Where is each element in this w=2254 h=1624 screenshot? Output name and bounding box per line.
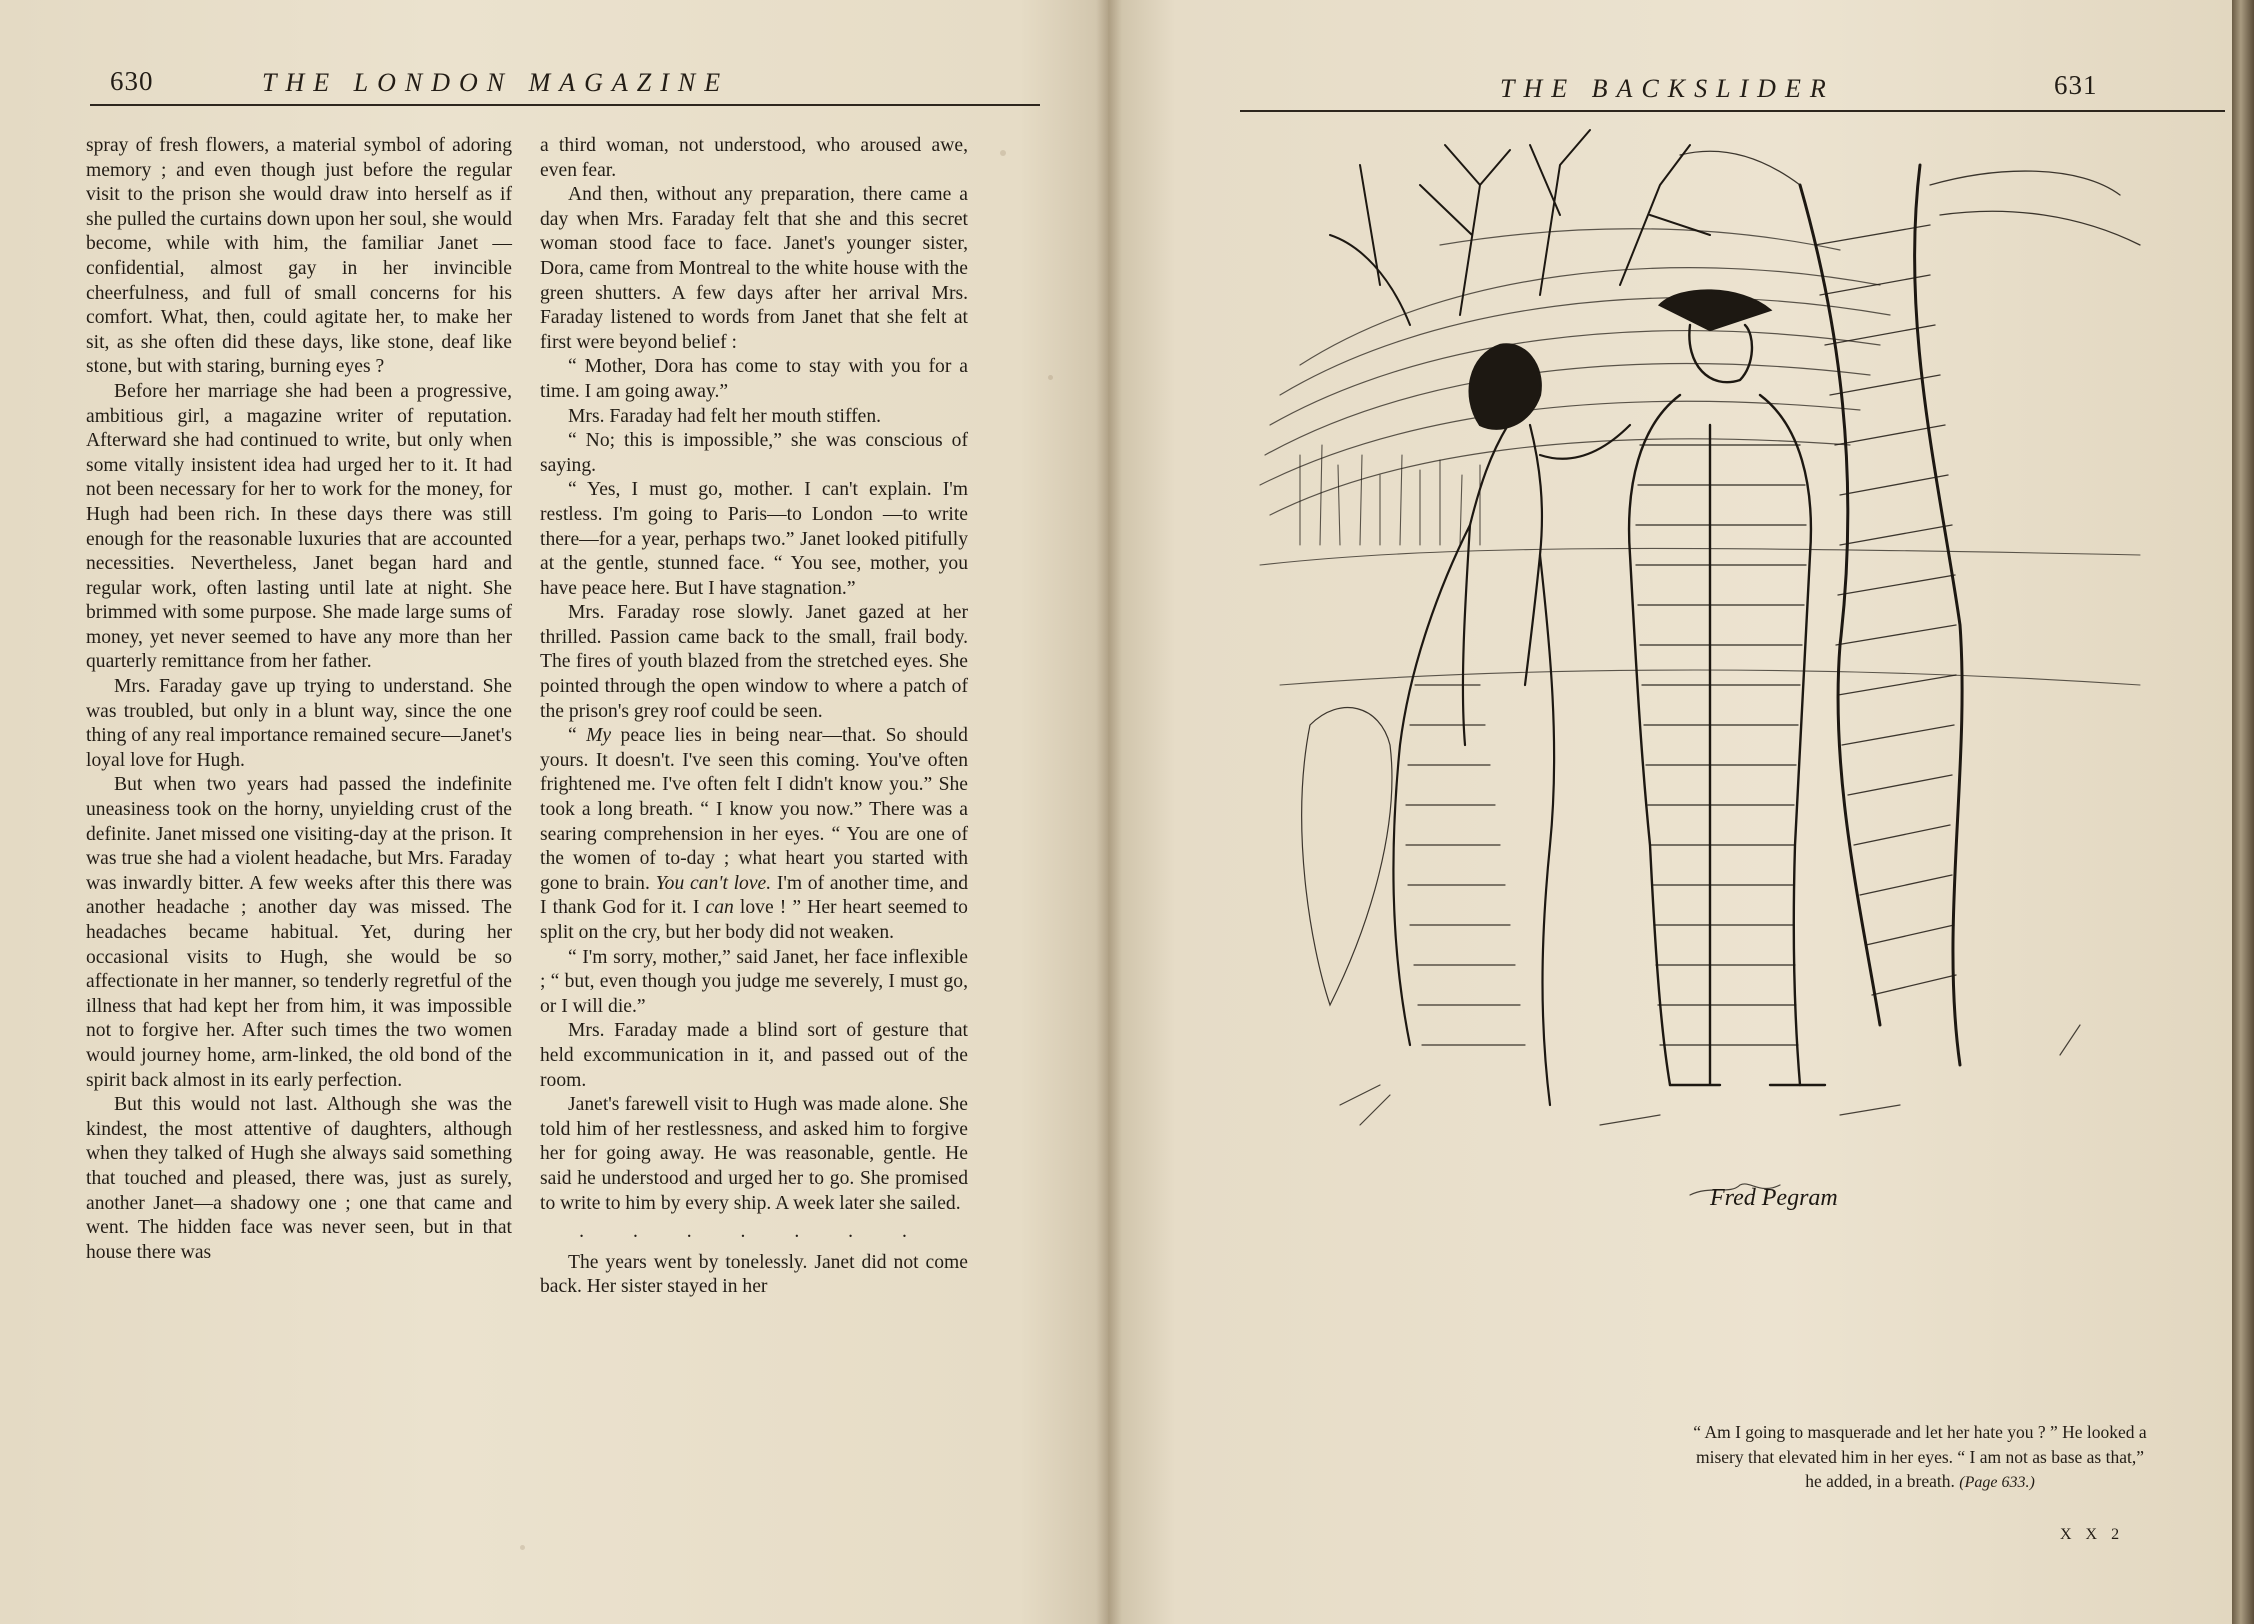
header-rule-left — [90, 104, 1040, 106]
paragraph: Mrs. Faraday made a blind sort of gesture that held excommunication in it, and passed out of the room. — [540, 1020, 968, 1091]
caption-page-reference: (Page 633.) — [1959, 1474, 2035, 1491]
caption-text: “ Am I going to masquerade and let her hate you ? ” He looked a misery that elevated him in her eyes. “ I am not as base as that,” he added, in a breath. — [1693, 1422, 2147, 1491]
page-number-left: 630 — [110, 66, 154, 96]
paragraph: “ No; this is impossible,” she was conscious of saying. — [540, 430, 968, 476]
paragraph: spray of fresh flowers, a material symbol of adoring memory ; and even though just before the regular visit to the prison she would draw into herself as if she pulled the curtains down upon her soul, she would become, while with him, the familiar Janet —confidential, almost gay in her invincible cheerfulness, and full of small concerns for his comfort. What, then, could agitate her, to make her sit, as she often did these days, like stone, deaf like stone, but with staring, burning eyes ? — [86, 135, 512, 378]
header-rule-right — [1240, 110, 2225, 112]
paragraph: But this would not last. Although she was the kindest, the most attentive of daughters, although when they talked of Hugh she always said something that touched and pleased, there was, just as surely, another Janet—a shadowy one ; one that came and went. The hidden face was never seen, but in that house there was — [86, 1094, 512, 1263]
running-head-right: THE BACKSLIDER — [1500, 74, 1835, 103]
paragraph: “ My peace lies in being near—that. So should yours. It doesn't. I've seen this coming. You've often frightened me. I've often felt I didn't know you.” She took a long breath. “ I know you now.” There was a searing comprehension in her eyes. “ You are one of the women of to-day ; what heart you started with gone to brain. You can't love. I'm of another time, and I thank God for it. I can love ! ” Her heart seemed to split on the cry, but her body did not weaken. — [540, 725, 968, 943]
page-edge — [2232, 0, 2254, 1624]
paragraph: Mrs. Faraday had felt her mouth stiffen. — [568, 405, 882, 427]
paragraph: Before her marriage she had been a progressive, ambitious girl, a magazine writer of reputation. Afterward she had continued to write, but only when some vitally insistent idea had urged her to it. It had not been necessary for her to work for the money, for Hugh had been rich. In these days there was still enough for the reasonable luxuries that are accounted necessities. Nevertheless, Janet began hard and regular work, often lasting until late at night. She brimmed with some purpose. She made large sums of money, yet never seemed to have any more than her quarterly remittance from her father. — [86, 380, 512, 673]
left-column-2 — [540, 134, 968, 1300]
printer-signature-mark: X X 2 — [2060, 1526, 2125, 1543]
paragraph: And then, without any preparation, there came a day when Mrs. Faraday felt that she and this secret woman stood face to face. Janet's younger sister, Dora, came from Montreal to the white house with the green shutters. A few days after her arrival Mrs. Faraday listened to words from Janet that she felt at first were beyond belief : — [540, 184, 968, 353]
paragraph: Mrs. Faraday gave up trying to understand. She was troubled, but only in a blunt way, since the one thing of any real importance remained secure—Janet's loyal love for Hugh. — [86, 676, 512, 771]
paragraph: a third woman, not understood, who aroused awe, even fear. — [540, 135, 968, 181]
illustration-caption — [1690, 1420, 2150, 1496]
section-break: . . . . . . . — [579, 1221, 929, 1243]
paper-spot — [1000, 150, 1006, 156]
paragraph: “ Yes, I must go, mother. I can't explain. I'm restless. I'm going to Paris—to London —to write there—for a year, perhaps two.” Janet looked pitifully at the gentle, stunned face. “ You see, mother, you have peace here. But I have stagnation.” — [540, 479, 968, 599]
paper-spot — [520, 1545, 525, 1550]
pen-illustration-couple-under-tree — [1240, 125, 2150, 1345]
book-gutter — [1096, 0, 1122, 1624]
paper-spot — [1048, 375, 1053, 380]
paragraph: Janet's farewell visit to Hugh was made alone. She told him of her restlessness, and asked him to forgive her for going away. He was reasonable, gentle. He said he understood and urged her to go. She promised to write to him by every ship. A week later she sailed. — [540, 1094, 968, 1214]
page-number-right: 631 — [2054, 70, 2098, 100]
paragraph: But when two years had passed the indefinite uneasiness took on the horny, unyielding crust of the definite. Janet missed one visiting-day at the prison. It was true she had a violent headache, but Mrs. Faraday was inwardly bitter. A few weeks after this there was another headache ; another day was missed. The headaches became habitual. Yet, during her occasional visits to Hugh, she would be so affectionate in her manner, so tenderly regretful of the illness that had kept her from him, it was impossible not to forgive her. After such times the two women would journey home, arm-linked, the old bond of the spirit back almost in its early perfection. — [86, 774, 512, 1091]
running-head-left: THE LONDON MAGAZINE — [262, 68, 730, 97]
paragraph: The years went by tonelessly. Janet did not come back. Her sister stayed in her — [540, 1251, 968, 1298]
paragraph: “ Mother, Dora has come to stay with you for a time. I am going away.” — [540, 356, 968, 402]
left-column-1 — [86, 134, 512, 1265]
paragraph: Mrs. Faraday rose slowly. Janet gazed at her thrilled. Passion came back to the small, frail body. The fires of youth blazed from the stretched eyes. She pointed through the open window to where a patch of the prison's grey roof could be seen. — [540, 602, 968, 722]
paragraph: “ I'm sorry, mother,” said Janet, her face inflexible ; “ but, even though you judge me severely, I must go, or I will die.” — [540, 946, 968, 1017]
left-page — [0, 0, 1108, 1624]
artist-signature: Fred Pegram — [1710, 1185, 1838, 1211]
